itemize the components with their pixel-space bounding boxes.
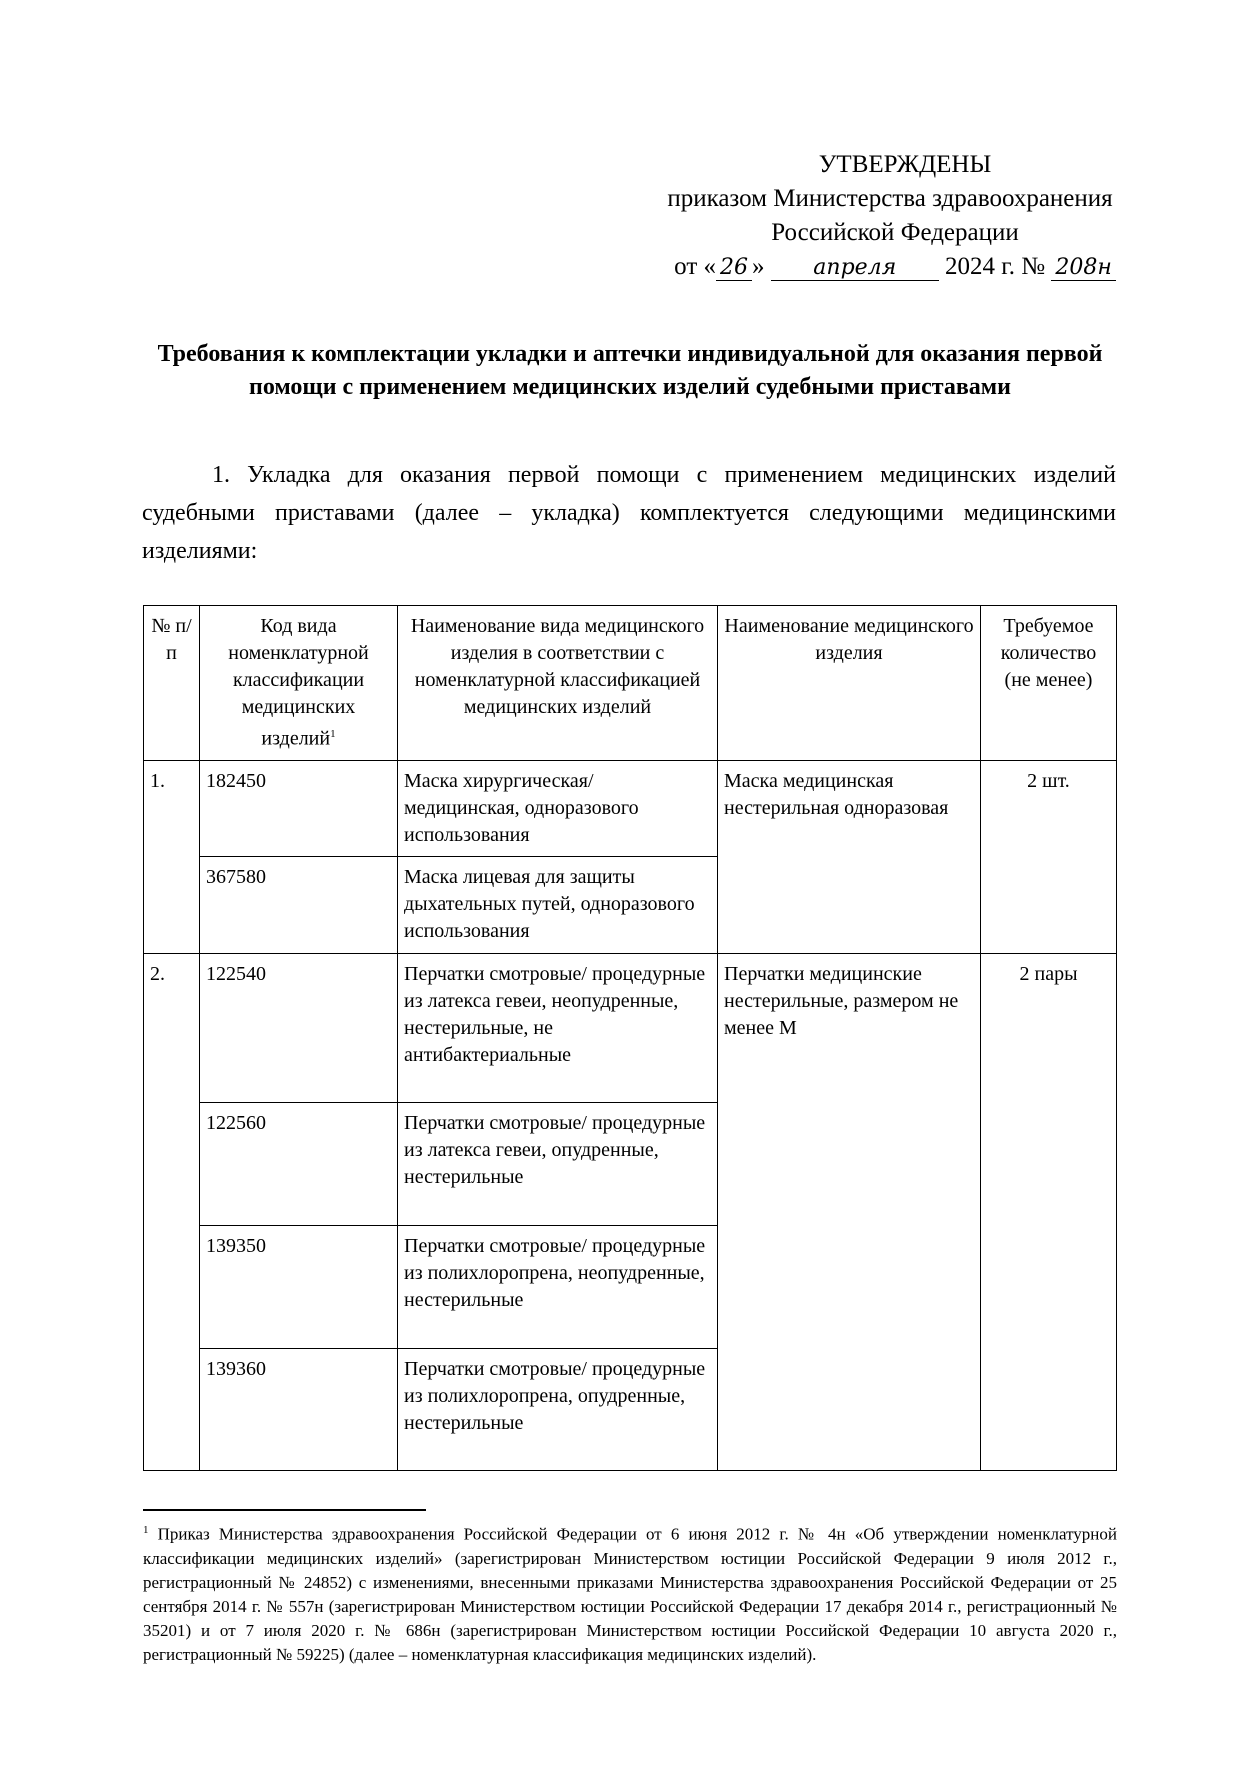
cell-code: 122560 — [200, 1102, 398, 1225]
cell-code: 367580 — [200, 856, 398, 953]
requirements-table — [143, 605, 1117, 1471]
cell-kind: Перчатки смотровые/ процедурные из латекса гевеи, неопудренные, нестерильные, не антибактериальные — [398, 953, 718, 1102]
approval-date — [590, 250, 1130, 284]
header-qty: Требуемое количество (не менее) — [981, 606, 1117, 761]
table-header-row — [144, 606, 1117, 761]
cell-qty: 2 пары — [981, 953, 1117, 1470]
paragraph-1 — [142, 456, 1116, 570]
cell-kind: Маска лицевая для защиты дыхательных путей, одноразового использования — [398, 856, 718, 953]
cell-name: Перчатки медицинские нестерильные, размером не менее M — [718, 953, 981, 1470]
cell-num: 2. — [144, 953, 200, 1470]
header-name: Наименование медицинского изделия — [718, 606, 981, 761]
footnote-divider — [143, 1509, 426, 1511]
date-mid: » — [752, 253, 765, 280]
footnote-text: Приказ Министерства здравоохранения Российской Федерации от 6 июня 2012 г. № 4н «Об утверждении номенклатурной классификации медицинских изделий» (зарегистрирован Министерством юстиции Российской Федерации 9 июля 2012 г., регистрационный № 24852) с изменениями, внесенными приказами Министерства здравоохранения Российской Федерации от 25 сентября 2014 г. № 557н (зарегистрирован Министерством юстиции Российской Федерации 17 декабря 2014 г., регистрационный № 35201) и от 7 июля 2020 г. № 686н (зарегистрирован Министерством юстиции Российской Федерации 10 августа 2020 г., регистрационный № 59225) (далее – номенклатурная классификация медицинских изделий). — [143, 1524, 1117, 1664]
cell-kind: Перчатки смотровые/ процедурные из полихлоропрена, опудренные, нестерильные — [398, 1348, 718, 1470]
table-row — [144, 953, 1117, 1102]
handwritten-number: 208н — [1051, 256, 1115, 281]
approval-title: УТВЕРЖДЕНЫ — [818, 151, 992, 178]
header-num: № п/п — [144, 606, 200, 761]
header-code-text: Код вида номенклатурной классификации медицинских изделий — [228, 615, 369, 750]
cell-code: 182450 — [200, 760, 398, 856]
table-row — [144, 760, 1117, 856]
handwritten-month: апреля — [771, 256, 939, 281]
approval-line: Российской Федерации — [771, 219, 1019, 246]
date-year: 2024 г. № — [945, 253, 1046, 280]
cell-code: 139360 — [200, 1348, 398, 1470]
cell-qty: 2 шт. — [981, 760, 1117, 953]
document-title: Требования к комплектации укладки и аптечки индивидуальной для оказания первой помощи с применением медицинских изделий судебными приставами — [157, 341, 1103, 400]
cell-code: 139350 — [200, 1225, 398, 1348]
paragraph-text: 1. Укладка для оказания первой помощи с применением медицинских изделий судебными приставами (далее – укладка) комплектуется следующими медицинскими изделиями: — [142, 462, 1116, 564]
footnote-mark: 1 — [143, 1524, 149, 1536]
cell-kind: Перчатки смотровые/ процедурные из латекса гевеи, опудренные, нестерильные — [398, 1102, 718, 1225]
cell-num: 1. — [144, 760, 200, 953]
footnote-ref: 1 — [330, 728, 336, 740]
footnote — [143, 1518, 1117, 1667]
handwritten-day: 26 — [716, 256, 752, 281]
cell-kind: Перчатки смотровые/ процедурные из полихлоропрена, неопудренные, нестерильные — [398, 1225, 718, 1348]
approval-line: приказом Министерства здравоохранения — [667, 185, 1113, 212]
approval-block — [590, 148, 1130, 284]
header-kind: Наименование вида медицинского изделия в соответствии с номенклатурной классификацией медицинских изделий — [398, 606, 718, 761]
cell-code: 122540 — [200, 953, 398, 1102]
date-prefix: от « — [674, 253, 717, 280]
cell-name: Маска медицинская нестерильная одноразовая — [718, 760, 981, 953]
cell-kind: Маска хирургическая/ медицинская, одноразового использования — [398, 760, 718, 856]
header-code — [200, 606, 398, 761]
